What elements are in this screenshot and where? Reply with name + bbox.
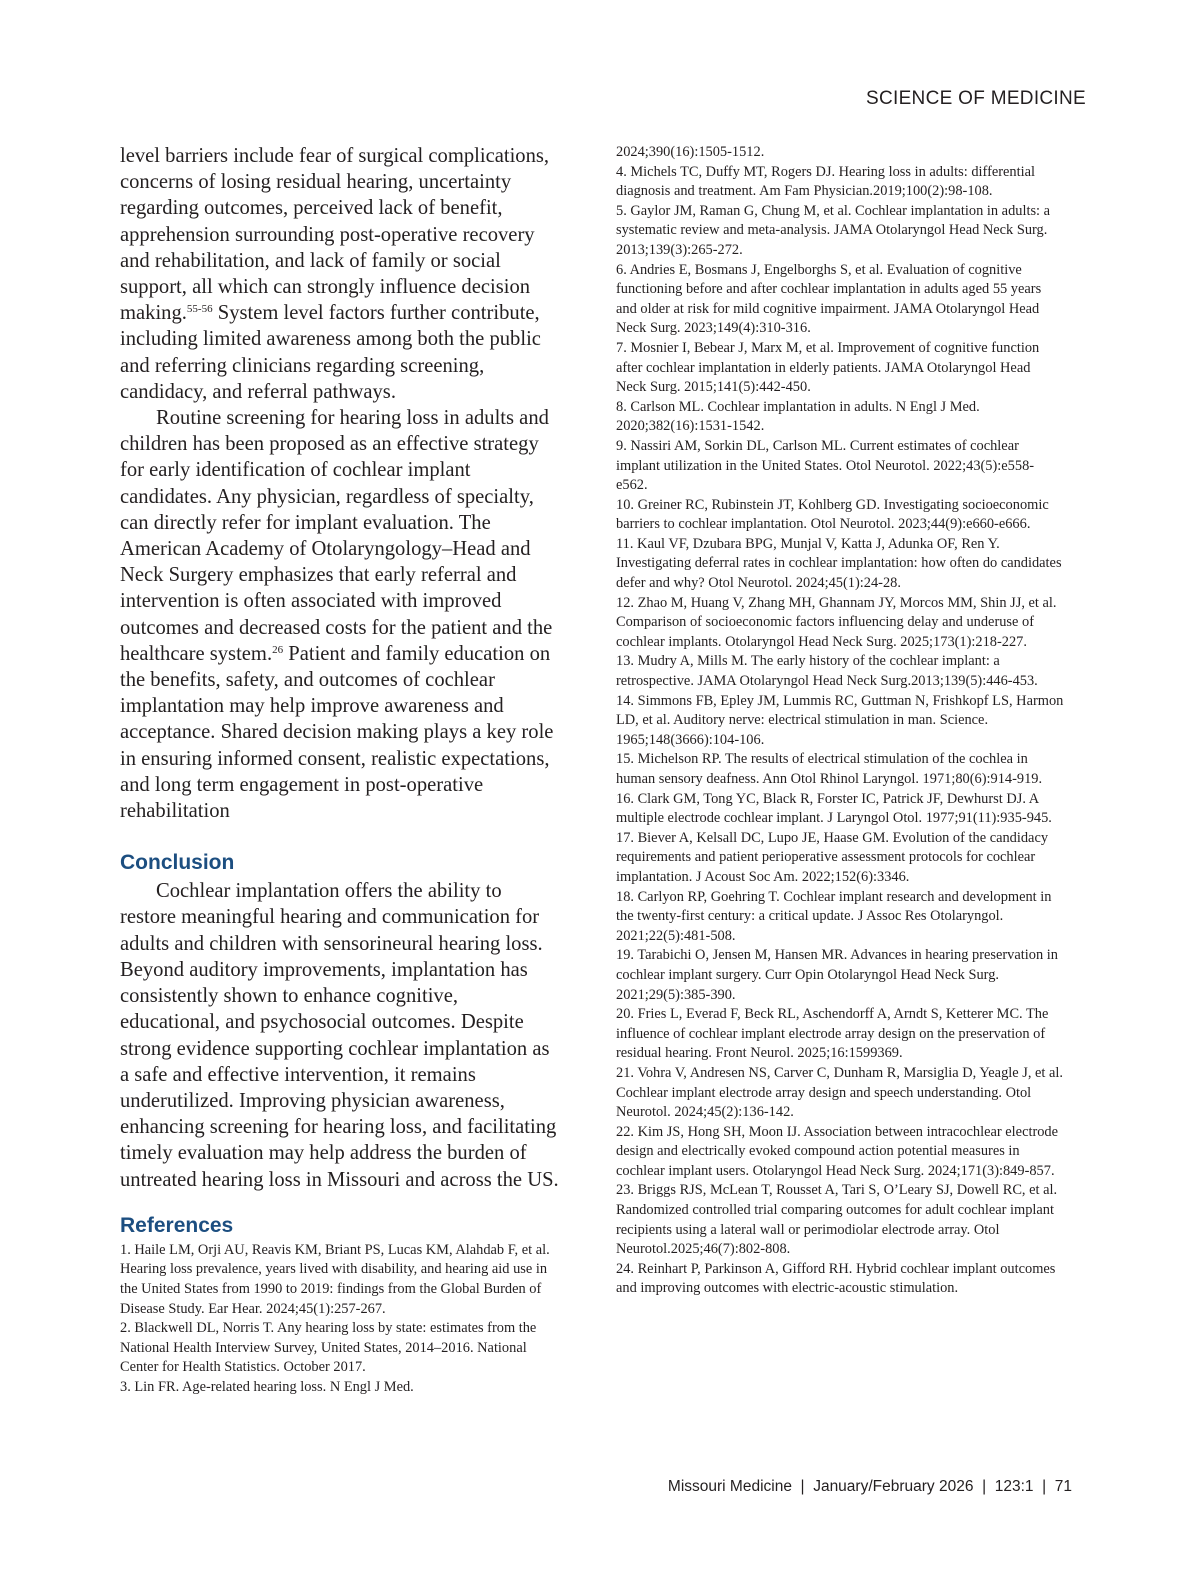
- para1-text-b: System level factors further contribute, including limited awareness among both the public and referring clinicians regarding screening, candidacy, and referral pathways.: [120, 302, 541, 403]
- reference-item: 4. Michels TC, Duffy MT, Rogers DJ. Hearing loss in adults: differential diagnosis and treatment. Am Fam Physician.2019;100(2):98-108.: [616, 163, 1036, 200]
- reference-list-right: [616, 143, 1064, 1299]
- reference-item: 10. Greiner RC, Rubinstein JT, Kohlberg GD. Investigating socioeconomic barriers to cochlear implantation. Otol Neurotol. 2023;44(9):e660-e666.: [616, 496, 1049, 533]
- body-paragraph-barriers: [120, 143, 562, 405]
- reference-item: 2024;390(16):1505-1512.: [616, 144, 765, 160]
- reference-item: 7. Mosnier I, Bebear J, Marx M, et al. Improvement of cognitive function after cochlear implantation in elderly patients. JAMA Otolaryngol Head Neck Surg. 2015;141(5):442-450.: [616, 339, 1040, 396]
- reference-item: 20. Fries L, Everad F, Beck RL, Aschendorff A, Arndt S, Ketterer MC. The influence of cochlear implant electrode array design on the preservation of residual hearing. Front Neurol. 2025;16:1599369.: [616, 1006, 1049, 1062]
- section-header: SCIENCE OF MEDICINE: [866, 88, 1086, 109]
- reference-item: 12. Zhao M, Huang V, Zhang MH, Ghannam JY, Morcos MM, Shin JJ, et al. Comparison of socioeconomic factors influencing delay and underuse of cochlear implants. Otolaryngol Head Neck Surg. 2025;173(1):218-227.: [616, 594, 1057, 650]
- reference-item: 14. Simmons FB, Epley JM, Lummis RC, Guttman N, Frishkopf LS, Harmon LD, et al. Auditory nerve: electrical stimulation in man. Science. 1965;148(3666):104-106.: [616, 692, 1064, 748]
- page-footer: Missouri Medicine | January/February 2026 | 123:1 | 71: [667, 1478, 1072, 1495]
- reference-item: 6. Andries E, Bosmans J, Engelborghs S, et al. Evaluation of cognitive functioning before and after cochlear implantation in adults aged 55 years and older at risk for mild cognitive impairment. JAMA Otolaryngol Head Neck Surg. 2023;149(4):310-316.: [616, 261, 1042, 337]
- reference-item: 9. Nassiri AM, Sorkin DL, Carlson ML. Current estimates of cochlear implant utilization in the United States. Otol Neurotol. 2022;43(5):e558-e562.: [616, 437, 1035, 494]
- body-paragraph-screening: [120, 405, 562, 824]
- right-column: [616, 143, 1064, 1299]
- conclusion-paragraph: Cochlear implantation offers the ability to restore meaningful hearing and communication for adults and children with sensorineural hearing loss. Beyond auditory improvements, implantation has consistently shown to enhance cognitive, educational, and psychosocial outcomes. Despite strong evidence supporting cochlear implantation as a safe and effective intervention, it remains underutilized. Improving physician awareness, enhancing screening for hearing loss, and facilitating timely evaluation may help address the burden of untreated hearing loss in Missouri and across the US.: [120, 880, 559, 1191]
- reference-item: 19. Tarabichi O, Jensen M, Hansen MR. Advances in hearing preservation in cochlear implant surgery. Curr Opin Otolaryngol Head Neck Surg. 2021;29(5):385-390.: [616, 947, 1058, 1003]
- para2-text-a: Routine screening for hearing loss in adults and children has been proposed as an effective strategy for early identification of cochlear implant candidates. Any physician, regardless of specialty, can directly refer for implant evaluation. The American Academy of Otolaryngology–Head and Neck Surgery emphasizes that early referral and intervention is often associated with improved outcomes and decreased costs for the patient and the healthcare system.: [120, 407, 553, 665]
- reference-item: 22. Kim JS, Hong SH, Moon IJ. Association between intracochlear electrode design and electrically evoked compound action potential measures in cochlear implant users. Otolaryngol Head Neck Surg. 2024;171(3):849-857.: [616, 1123, 1059, 1179]
- reference-item: 24. Reinhart P, Parkinson A, Gifford RH. Hybrid cochlear implant outcomes and improving outcomes with electric-acoustic stimulation.: [616, 1260, 1056, 1297]
- reference-item: 17. Biever A, Kelsall DC, Lupo JE, Haase GM. Evolution of the candidacy requirements and patient perioperative assessment protocols for cochlear implantation. J Acoust Soc Am. 2022;152(6):3346.: [616, 829, 1049, 885]
- reference-item: 2. Blackwell DL, Norris T. Any hearing loss by state: estimates from the National Health Interview Survey, United States, 2014–2016. National Center for Health Statistics. October 2017.: [120, 1320, 537, 1376]
- reference-item: 11. Kaul VF, Dzubara BPG, Munjal V, Katta J, Adunka OF, Ren Y. Investigating deferral rates in cochlear implantation: how often do candidates defer and why? Otol Neurotol. 2024;45(1):24-28.: [616, 535, 1062, 592]
- reference-item: 13. Mudry A, Mills M. The early history of the cochlear implant: a retrospective. JAMA Otolaryngol Head Neck Surg.2013;139(5):446-453.: [616, 653, 1038, 690]
- reference-list-left: [120, 1241, 562, 1398]
- reference-item: 3. Lin FR. Age-related hearing loss. N Engl J Med.: [120, 1378, 414, 1395]
- conclusion-heading: Conclusion: [120, 851, 235, 875]
- para1-text-a: level barriers include fear of surgical complications, concerns of losing residual hearing, uncertainty regarding outcomes, perceived lack of benefit, apprehension surrounding post-operative recovery and rehabilitation, and lack of family or social support, all which can strongly influence decision making.: [120, 145, 550, 325]
- para2-text-b: Patient and family education on the benefits, safety, and outcomes of cochlear implantation may help improve awareness and acceptance. Shared decision making plays a key role in ensuring informed consent, realistic expectations, and long term engagement in post-operative rehabilitation: [120, 642, 554, 823]
- reference-item: 1. Haile LM, Orji AU, Reavis KM, Briant PS, Lucas KM, Alahdab F, et al. Hearing loss prevalence, years lived with disability, and hearing aid use in the United States from 1990 to 2019: findings from the Global Burden of Disease Study. Ear Hear. 2024;45(1):257-267.: [120, 1241, 550, 1317]
- left-column: [120, 143, 562, 1397]
- reference-item: 16. Clark GM, Tong YC, Black R, Forster IC, Patrick JF, Dewhurst DJ. A multiple electrode cochlear implant. J Laryngol Otol. 1977;91(11):935-945.: [616, 790, 1052, 827]
- reference-item: 23. Briggs RJS, McLean T, Rousset A, Tari S, O’Leary SJ, Dowell RC, et al. Randomized controlled trial comparing outcomes for adult cochlear implant recipients using a lateral wall or perimodiolar electrode array. Otol Neurotol.2025;46(7):802-808.: [616, 1182, 1058, 1258]
- reference-item: 15. Michelson RP. The results of electrical stimulation of the cochlea in human sensory deafness. Ann Otol Rhinol Laryngol. 1971;80(6):914-919.: [616, 751, 1043, 787]
- citation-superscript: 26: [272, 643, 284, 656]
- reference-item: 8. Carlson ML. Cochlear implantation in adults. N Engl J Med. 2020;382(16):1531-1542.: [616, 398, 980, 435]
- references-heading: References: [120, 1213, 234, 1237]
- reference-item: 5. Gaylor JM, Raman G, Chung M, et al. Cochlear implantation in adults: a systematic review and meta-analysis. JAMA Otolaryngol Head Neck Surg. 2013;139(3):265-272.: [616, 202, 1051, 258]
- reference-item: 18. Carlyon RP, Goehring T. Cochlear implant research and development in the twenty-first century: a critical update. J Assoc Res Otolaryngol. 2021;22(5):481-508.: [616, 888, 1052, 944]
- reference-item: 21. Vohra V, Andresen NS, Carver C, Dunham R, Marsiglia D, Yeagle J, et al. Cochlear implant electrode array design and speech understanding. Otol Neurotol. 2024;45(2):136-142.: [616, 1064, 1064, 1121]
- citation-superscript: 55-56: [186, 303, 213, 316]
